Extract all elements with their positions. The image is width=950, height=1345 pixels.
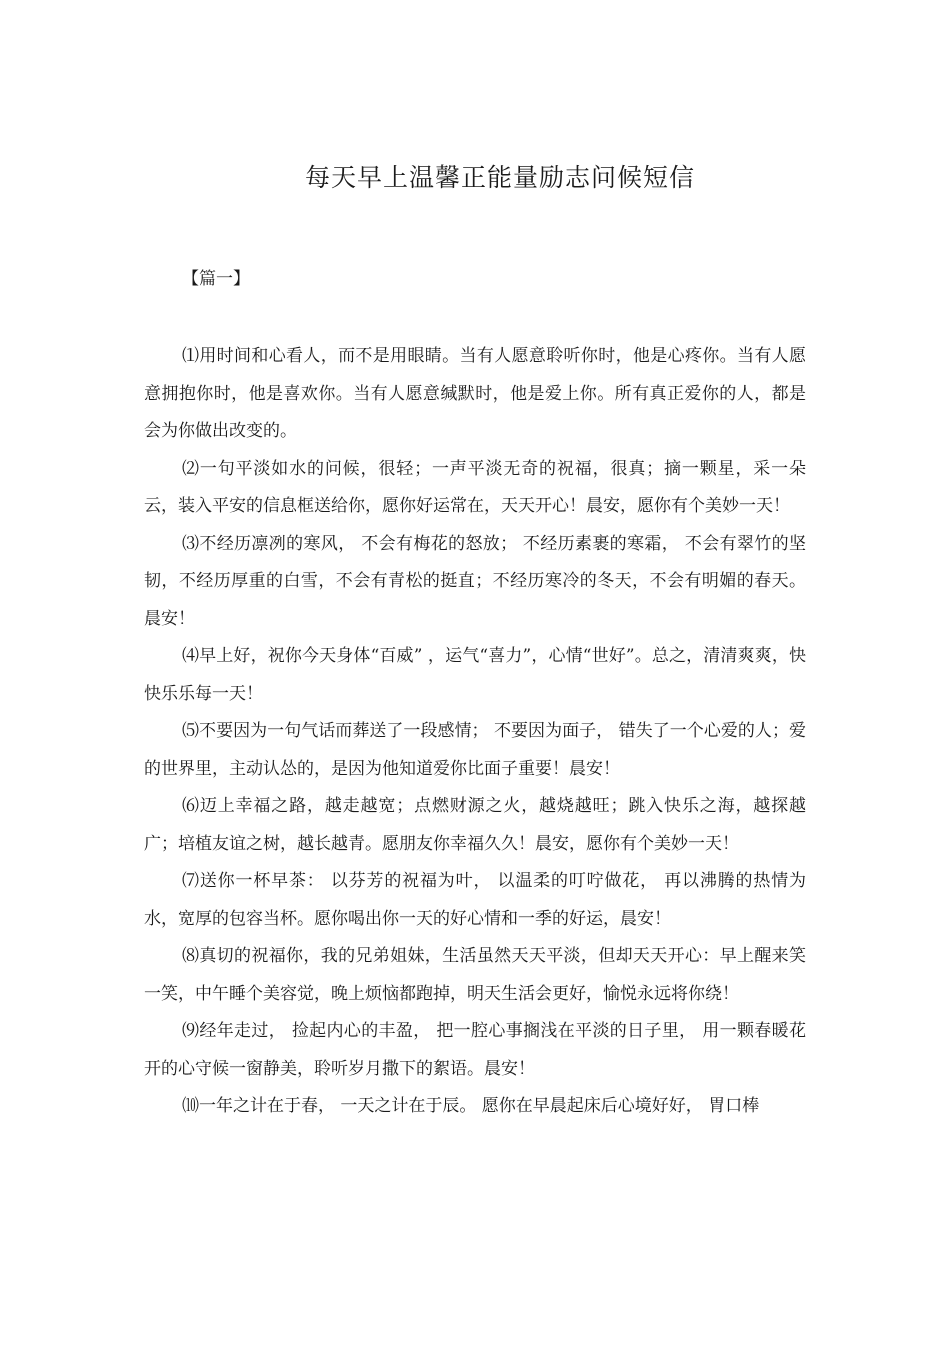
paragraph: ⑸不要因为一句气话而葬送了一段感情； 不要因为面子， 错失了一个心爱的人；爱的世界里，主动认怂的，是因为他知道爱你比面子重要！晨安！ (144, 721, 806, 779)
paragraph: ⑵一句平淡如水的问候，很轻；一声平淡无奇的祝福，很真；摘一颗星，采一朵云，装入平安的信息框送给你，愿你好运常在，天天开心！晨安，愿你有个美妙一天！ (144, 458, 806, 516)
paragraph: ⑽一年之计在于春， 一天之计在于辰。 愿你在早晨起床后心境好好， 胃口棒 (182, 1096, 760, 1116)
paragraph: ⑼经年走过， 捡起内心的丰盈， 把一腔心事搁浅在平淡的日子里， 用一颗春暖花开的心守候一窗静美，聆听岁月撒下的絮语。晨安！ (144, 1021, 806, 1079)
section-label: 【篇一】 (182, 269, 250, 289)
document-title: 每天早上温馨正能量励志问候短信 (304, 163, 695, 192)
paragraph: ⑴用时间和心看人，而不是用眼睛。当有人愿意聆听你时，他是心疼你。当有人愿意拥抱你时，他是喜欢你。当有人愿意缄默时，他是爱上你。所有真正爱你的人，都是会为你做出改变的。 (144, 346, 806, 441)
paragraph: ⑻真切的祝福你，我的兄弟姐妹，生活虽然天天平淡，但却天天开心：早上醒来笑一笑，中午睡个美容觉，晚上烦恼都跑掉，明天生活会更好，愉悦永远将你绕！ (144, 946, 806, 1004)
paragraph: ⑺送你一杯早茶： 以芬芳的祝福为叶， 以温柔的叮咛做花， 再以沸腾的热情为水，宽厚的包容当杯。愿你喝出你一天的好心情和一季的好运，晨安！ (144, 871, 806, 929)
paragraph: ⑹迈上幸福之路，越走越宽；点燃财源之火，越烧越旺；跳入快乐之海，越探越广；培植友谊之树，越长越青。愿朋友你幸福久久！晨安，愿你有个美妙一天！ (144, 796, 806, 854)
paragraph: ⑷早上好，祝你今天身体“百威” ，运气“喜力”，心情“世好”。总之，清清爽爽，快快乐乐每一天！ (144, 646, 806, 704)
paragraph: ⑶不经历凛冽的寒风， 不会有梅花的怒放； 不经历素裹的寒霜， 不会有翠竹的坚韧，不经历厚重的白雪，不会有青松的挺直；不经历寒冷的冬天，不会有明媚的春天。晨安！ (144, 533, 806, 629)
document-body (144, 338, 806, 1126)
